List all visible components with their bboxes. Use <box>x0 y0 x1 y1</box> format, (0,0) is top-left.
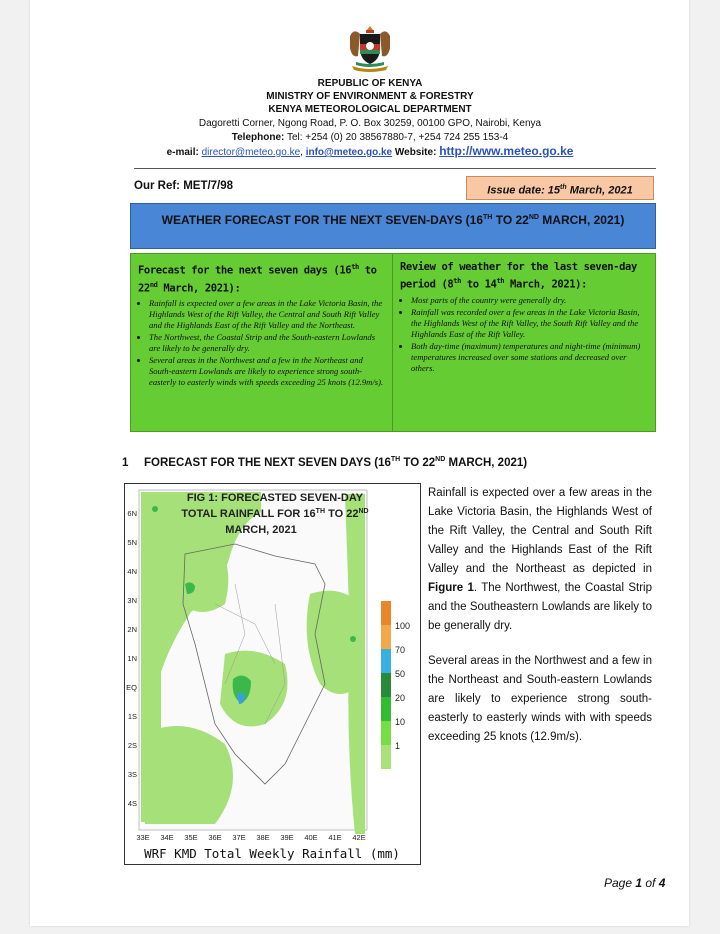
forecast-paragraph-2: Several areas in the Northwest and a few in the Northeast and South-eastern Lowlands are likely to experience strong south-easterly to easterly winds with with speeds exceeding 25 knots (12.9m/s). <box>428 655 652 743</box>
lon-label: 36E <box>208 833 222 842</box>
review-bullet: • Both day-time (maximum) temperatures and night-time (minimum) temperatures increased over some stations and decreased over others. <box>411 341 649 374</box>
forecast-summary-heading: Forecast for the next seven days (16th to 22nd March, 2021): <box>138 263 377 294</box>
header-republic: REPUBLIC OF KENYA <box>317 78 423 89</box>
review-bullet: • Rainfall was recorded over a few areas in the Lake Victoria Basin, the Highlands West of the Rift Valley, the South Rift Valley and the Highlands East of the Rift Valley. <box>411 307 649 340</box>
legend-swatch <box>381 745 391 769</box>
lon-label: 42E <box>352 833 366 842</box>
forecast-bullet: • The Northwest, the Coastal Strip and the South-eastern Lowlands are likely to be generally dry. <box>149 332 386 354</box>
review-summary <box>393 254 655 431</box>
lat-label: 4S <box>127 799 137 808</box>
review-summary-heading: Review of weather for the last seven-day period (8th to 14th March, 2021): <box>400 261 637 291</box>
figure-title-line-3: MARCH, 2021 <box>225 524 297 536</box>
forecast-bullet: • Rainfall is expected over a few areas in the Lake Victoria Basin, the Highlands West of the Rift Valley, the Central and South Rift Valley and the Highlands East of the Rift Valley and the Northeast. <box>149 298 386 331</box>
document-page <box>30 0 689 926</box>
reference-number: Our Ref: MET/7/98 <box>134 180 234 192</box>
lat-label: 3S <box>127 770 137 779</box>
lat-label: 1S <box>127 712 137 721</box>
rainfall-forecast-map <box>124 483 421 865</box>
lon-label: 40E <box>304 833 318 842</box>
coat-of-arms-emblem <box>342 22 398 74</box>
forecast-paragraph-1: Rainfall is expected over a few areas in the Lake Victoria Basin, the Highlands West of the Rift Valley, the Central and South Rift Valley and the Highlands East of the Rift Valley and the Northeast as depicted in Figure 1. The Northwest, the Coastal Strip and the Southeastern Lowlands are likely to be generally dry. <box>428 487 652 632</box>
lat-label: 4N <box>127 567 137 576</box>
header-address: Dagoretti Corner, Ngong Road, P. O. Box 30259, 00100 GPO, Nairobi, Kenya <box>198 118 542 129</box>
email-link-info[interactable]: info@meteo.go.ke <box>305 147 393 158</box>
legend-swatch <box>381 673 391 697</box>
legend-label: 1 <box>395 741 401 751</box>
figure-caption: WRF KMD Total Weekly Rainfall (mm) <box>144 846 400 861</box>
legend-swatch <box>381 697 391 721</box>
lat-label: 3N <box>127 596 137 605</box>
header-ministry: MINISTRY OF ENVIRONMENT & FORESTRY <box>266 91 474 102</box>
legend-label: 10 <box>395 717 406 727</box>
figure-title-line-1: FIG 1: FORECASTED SEVEN-DAY <box>186 492 364 504</box>
legend-swatch <box>381 625 391 649</box>
lat-label: EQ <box>126 683 137 692</box>
legend-label: 50 <box>395 669 406 679</box>
lon-label: 38E <box>256 833 270 842</box>
lat-label: 6N <box>127 509 137 518</box>
lat-label: 5N <box>127 538 137 547</box>
header-telephone: Telephone: Tel: +254 (0) 20 38567880-7, +254 724 255 153-4 <box>231 132 509 143</box>
website-link[interactable]: http://www.meteo.go.ke <box>439 144 574 158</box>
figure-title-line-2: TOTAL RAINFALL FOR 16TH TO 22ND <box>181 508 369 520</box>
lon-label: 41E <box>328 833 342 842</box>
header-contacts: e-mail: director@meteo.go.ke, info@meteo.go.ke Website: http://www.meteo.go.ke <box>166 144 574 158</box>
lon-label: 39E <box>280 833 294 842</box>
legend-swatch <box>381 649 391 673</box>
lon-label: 33E <box>136 833 150 842</box>
lon-label: 34E <box>160 833 174 842</box>
email-link-director[interactable]: director@meteo.go.ke <box>201 147 301 158</box>
page-number: Page 1 of 4 <box>604 876 666 890</box>
issue-date-box: Issue date: 15th March, 2021 <box>466 176 654 200</box>
legend-label: 20 <box>395 693 406 703</box>
legend-label: 70 <box>395 645 406 655</box>
header-department: KENYA METEOROLOGICAL DEPARTMENT <box>268 104 472 115</box>
lon-label: 35E <box>184 833 198 842</box>
legend-label: 100 <box>395 621 411 631</box>
lat-label: 2N <box>127 625 137 634</box>
lon-label: 37E <box>232 833 246 842</box>
section-heading: 1 FORECAST FOR THE NEXT SEVEN DAYS (16TH TO 22ND MARCH, 2021) <box>122 456 528 469</box>
summary-box <box>130 253 656 432</box>
forecast-bullet: • Several areas in the Northwest and a few in the Northeast and South-eastern Lowlands are likely to experience strong south-easterly to easterly winds with speeds exceeding 25 knots (12.9m/s). <box>149 355 386 388</box>
legend-swatch <box>381 721 391 745</box>
legend-swatch <box>381 601 391 625</box>
header-divider <box>134 168 656 169</box>
lat-label: 2S <box>127 741 137 750</box>
review-bullet: • Most parts of the country were generally dry. <box>411 295 649 306</box>
forecast-summary <box>131 254 393 431</box>
rainfall-legend <box>381 601 410 769</box>
lat-label: 1N <box>127 654 137 663</box>
forecast-title-banner: WEATHER FORECAST FOR THE NEXT SEVEN-DAYS (16TH TO 22ND MARCH, 2021) <box>130 203 656 249</box>
